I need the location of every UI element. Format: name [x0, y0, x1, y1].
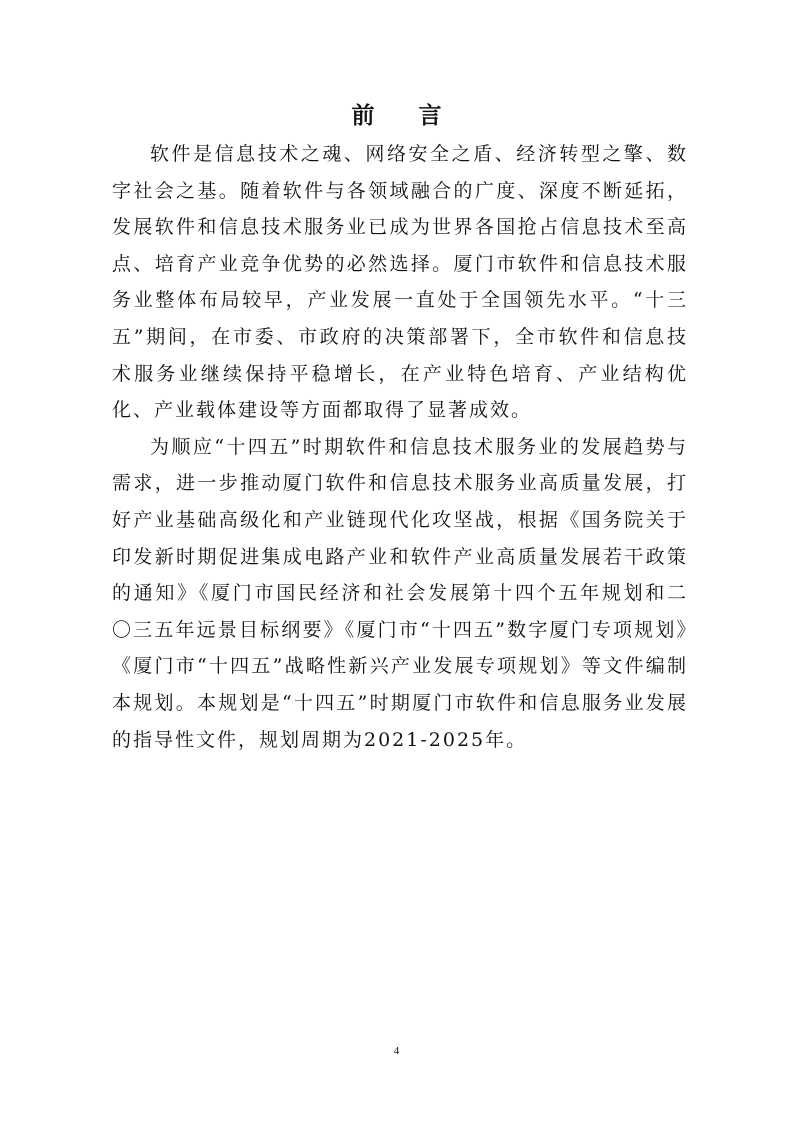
paragraph-purpose: 为顺应“十四五”时期软件和信息技术服务业的发展趋势与需求，进一步推动厦门软件和信息技术服务业高质量发展，打好产业基础高级化和产业链现代化攻坚战，根据《国务院关于印发新时期促进集成电路产业和软件产业高质量发展若干政策的通知》《厦门市国民经济和社会发展第十四个五年规划和二〇三五年远景目标纲要》《厦门市“十四五”数字厦门专项规划》《厦门市“十四五”战略性新兴产业发展专项规划》等文件编制本规划。本规划是“十四五”时期厦门市软件和信息服务业发展的指导性文件，规划周期为2021-2025年。 [112, 435, 688, 751]
page-number: 4 [393, 1045, 400, 1057]
paragraph-intro: 软件是信息技术之魂、网络安全之盾、经济转型之擎、数字社会之基。随着软件与各领域融合的广度、深度不断延拓，发展软件和信息技术服务业已成为世界各国抢占信息技术至高点、培育产业竞争优势的必然选择。厦门市软件和信息技术服务业整体布局较早，产业发展一直处于全国领先水平。“十三五”期间，在市委、市政府的决策部署下，全市软件和信息技术服务业继续保持平稳增长，在产业特色培育、产业结构优化、产业载体建设等方面都取得了显著成效。 [112, 143, 688, 422]
body-text [112, 136, 688, 758]
page-title: 前 言 [351, 103, 460, 129]
